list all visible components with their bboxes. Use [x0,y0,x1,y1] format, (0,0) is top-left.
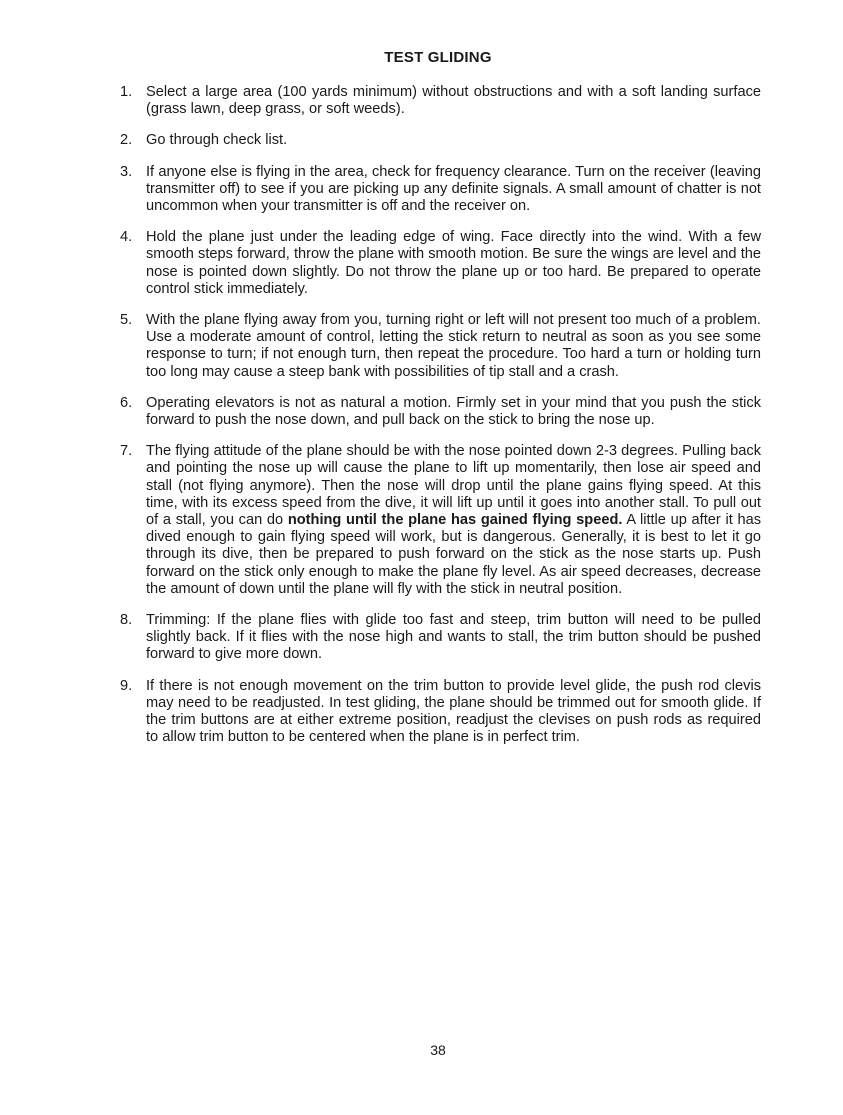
item-number: 3. [120,163,133,180]
item-text: Go through check list. [146,132,288,149]
page-title: TEST GLIDING [384,49,492,66]
item-text: Operating elevators is not as natural a motion. Firmly set in your mind that you push the stick forward to push the nose down, and pull back on the stick to bring the nose up. [146,394,761,429]
list-item [120,312,761,381]
list-item [120,229,761,298]
item-number: 1. [120,84,133,100]
item-text [146,443,761,598]
item-text-emphasis: nothing until the plane has gained flying speed. [287,512,623,529]
item-text: Hold the plane just under the leading edge of wing. Face directly into the wind. With a few smooth steps forward, throw the plane with smooth motion. Be sure the wings are level and the nose is pointed down slightly. Do not throw the plane up or too hard. Be prepared to operate control stick immediately. [146,229,761,297]
list-item [120,612,761,664]
item-number: 2. [120,132,133,149]
item-number: 9. [120,677,133,694]
item-text: Trimming: If the plane flies with glide too fast and steep, trim button will need to be pulled slightly back. If it flies with the nose high and wants to stall, the trim button should be pushed forward to give more down. [146,612,761,663]
item-number: 8. [120,612,133,629]
item-text: If anyone else is flying in the area, check for frequency clearance. Turn on the receiver (leaving transmitter off) to see if you are picking up any definite signals. A small amount of chatter is not uncommon when your transmitter is off and the receiver on. [146,163,761,215]
page-number: 38 [430,1042,446,1058]
item-text: If there is not enough movement on the trim button to provide level glide, the push rod clevis may need to be readjusted. In test gliding, the plane should be trimmed out for smooth glide. If the trim buttons are at either extreme position, readjust the clevises on push rods as required to allow trim button to be centered when the plane is in perfect trim. [146,677,761,746]
list-item [120,678,761,747]
item-text: Select a large area (100 yards minimum) without obstructions and with a soft landing surface (grass lawn, deep grass, or soft weeds). [146,84,761,118]
item-number: 7. [120,443,133,460]
item-text: With the plane flying away from you, turning right or left will not present too much of a problem. Use a moderate amount of control, letting the stick return to neutral as soon as you see some response to turn; if not enough turn, then repeat the procedure. Too hard a turn or holding turn too long may cause a steep bank with possibilities of tip stall and a crash. [146,312,761,380]
list-item [120,395,761,429]
item-text-part: The flying attitude of the plane should be with the nose pointed down 2-3 degrees. Pulling back and pointing the nose up will cause the plane to lift up momentarily, then lose air speed and stall (not flying anymore). Then the nose will drop until the plane gains flying speed. At this time, with its excess speed from the dive, it will lift up until it goes into another stall. To pull out of a stall, you can do [146,443,761,529]
item-number: 5. [120,312,133,329]
item-text-part: A little up after it has dived enough to gain flying speed will work, but is dangerous. Generally, it is best to let it go through its dive, then be prepared to push forward on the stick as the nose starts up. Push forward on the stick only enough to make the plane fly level. As air speed decreases, decrease the amount of down until the plane will fly with the stick in neutral position. [146,512,762,597]
list-item [120,164,761,216]
list-item [120,132,761,149]
list-item [120,443,761,598]
list-item [120,84,761,118]
item-number: 6. [120,394,133,411]
item-number: 4. [120,229,133,246]
instruction-list [120,84,761,761]
